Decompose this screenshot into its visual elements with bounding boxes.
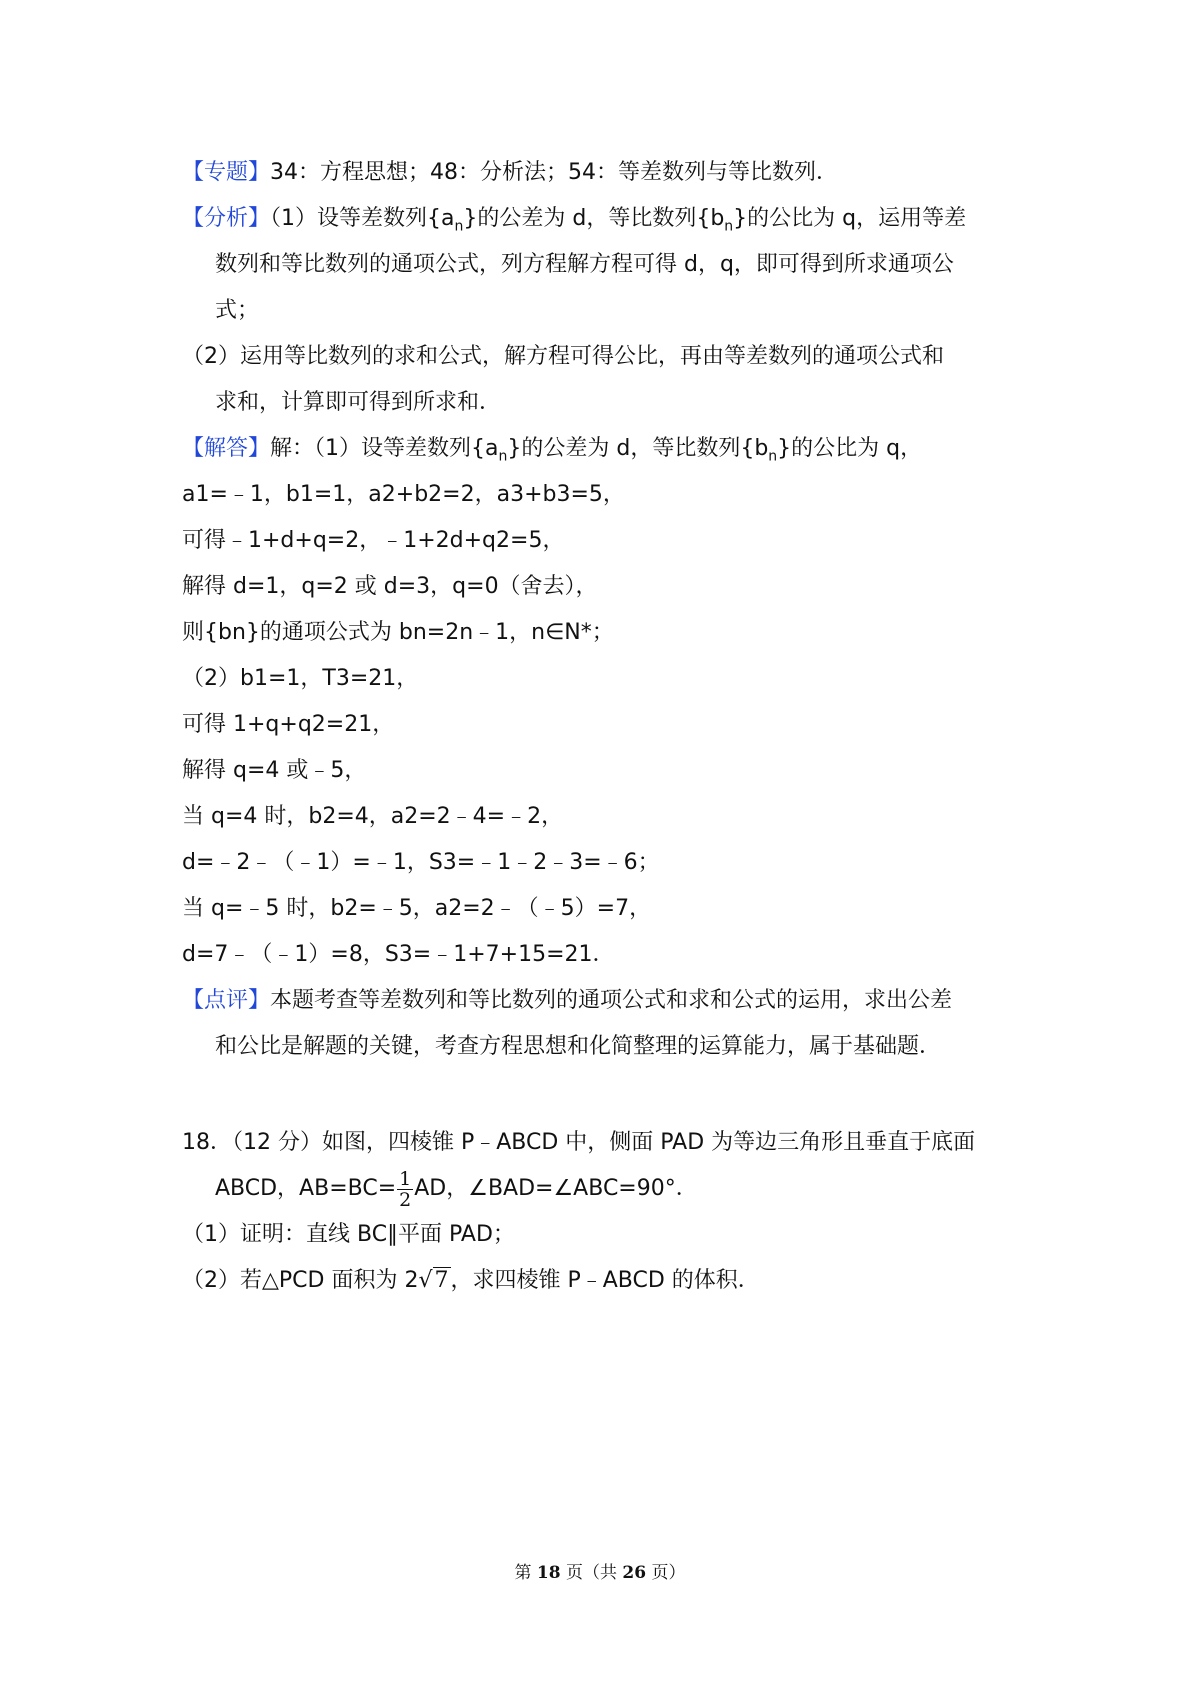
comment-line-1: 【点评】本题考查等差数列和等比数列的通项公式和求和公式的运用，求出公差 bbox=[182, 988, 953, 1013]
solution-line-5: 则{bn}的通项公式为 bn=2n﹣1，n∈N*； bbox=[182, 620, 614, 645]
comment-line-2: 和公比是解题的关键，考查方程思想和化简整理的运算能力，属于基础题． bbox=[215, 1034, 942, 1059]
page-footer: 第 18 页（共 26 页） bbox=[514, 1563, 686, 1583]
comment-tag: 【点评】 bbox=[182, 988, 271, 1013]
topic-line bbox=[182, 150, 1032, 196]
solution-line-6: （2）b1=1，T3=21， bbox=[182, 666, 419, 691]
solution-line-4: 解得 d=1，q=2 或 d=3，q=0（舍去）， bbox=[182, 574, 598, 599]
solution-tag: 【解答】 bbox=[182, 436, 271, 461]
analysis-line-2: 数列和等比数列的通项公式，列方程解方程可得 d，q，即可得到所求通项公 bbox=[215, 252, 954, 277]
topic-text: 34：方程思想；48：分析法；54：等差数列与等比数列． bbox=[270, 160, 838, 185]
question-18-part-1: （1）证明：直线 BC∥平面 PAD； bbox=[182, 1222, 515, 1247]
solution-line-10: d=﹣2﹣（﹣1）=﹣1，S3=﹣1﹣2﹣3=﹣6； bbox=[182, 850, 660, 875]
solution-line-11: 当 q=﹣5 时，b2=﹣5，a2=2﹣（﹣5）=7， bbox=[182, 896, 652, 921]
solution-line-1: 【解答】解：（1）设等差数列$\{a_n\}$的公差为 d，等比数列$\{b_n\}$的公比为 q， bbox=[182, 436, 923, 465]
analysis-line-5: 求和，计算即可得到所求和． bbox=[215, 390, 502, 415]
sqrt-seven: √7 bbox=[418, 1268, 449, 1293]
question-18-line-2: ABCD，AB=BC= $\frac{1}{2}$ AD，∠BAD=∠ABC=90°． bbox=[215, 1167, 698, 1211]
solution-line-8: 解得 q=4 或﹣5， bbox=[182, 758, 367, 783]
solution-line-12: d=7﹣（﹣1）=8，S3=﹣1+7+15=21． bbox=[182, 942, 615, 967]
solution-line-7: 可得 1+q+q2=21， bbox=[182, 712, 395, 737]
question-18-line-1: 18．（12 分）如图，四棱锥 P﹣ABCD 中，侧面 PAD 为等边三角形且垂直于底面 bbox=[182, 1130, 976, 1155]
total-page-count: 26 bbox=[622, 1563, 647, 1583]
analysis-line-1: 【分析】（1）设等差数列$\{a_n\}$的公差为 d，等比数列$\{b_n\}$的公比为 q，运用等差 bbox=[182, 206, 967, 235]
topic-tag: 【专题】 bbox=[182, 160, 271, 185]
analysis-line-4: （2）运用等比数列的求和公式，解方程可得公比，再由等差数列的通项公式和 bbox=[182, 344, 944, 369]
analysis-tag: 【分析】 bbox=[182, 206, 271, 231]
solution-line-2: a1=﹣1，b1=1，a2+b2=2，a3+b3=5， bbox=[182, 482, 625, 507]
solution-line-9: 当 q=4 时，b2=4，a2=2﹣4=﹣2， bbox=[182, 804, 564, 829]
fraction-one-half: $\frac{1}{2}$ bbox=[399, 1167, 412, 1211]
analysis-line-3: 式； bbox=[215, 298, 260, 323]
document-body bbox=[182, 150, 1032, 1304]
question-18-part-2: （2）若△PCD 面积为 2√7，求四棱锥 P﹣ABCD 的体积． bbox=[182, 1268, 760, 1293]
current-page-number: 18 bbox=[536, 1563, 561, 1583]
solution-line-3: 可得﹣1+d+q=2，﹣1+2d+q2=5， bbox=[182, 528, 565, 553]
